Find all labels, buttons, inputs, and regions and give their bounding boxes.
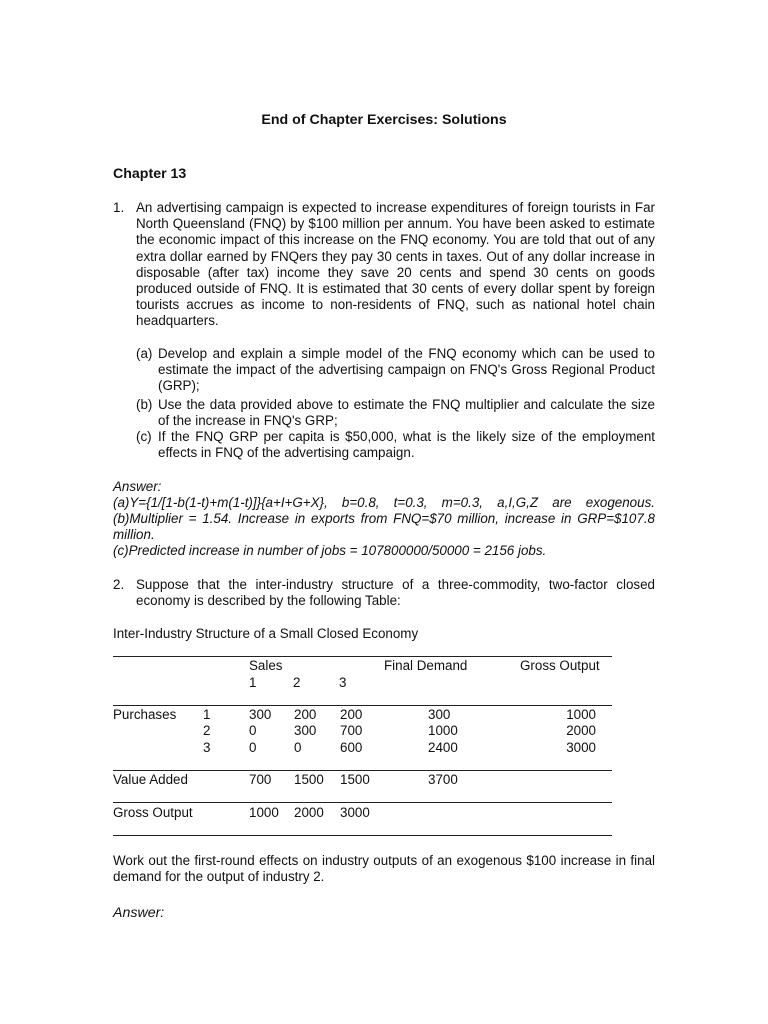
table-cell: 200: [294, 707, 317, 722]
value-added-label: Value Added: [113, 772, 188, 787]
table-cell: 0: [249, 740, 257, 755]
question-2-number: 2.: [113, 577, 125, 592]
final-demand-cell: 1000: [428, 723, 458, 738]
answer-2-label: Answer:: [113, 905, 165, 921]
row-index: 2: [203, 723, 211, 738]
row-index: 1: [203, 707, 211, 722]
question-1-number: 1.: [113, 200, 125, 215]
final-demand-cell: 2400: [428, 740, 458, 755]
question-1c-text: If the FNQ GRP per capita is $50,000, what is the likely size of the employment effects in FNQ of the advertising campaign.: [158, 429, 655, 461]
question-1c-label: (c): [136, 429, 152, 444]
table-rule-value-added: [113, 802, 612, 803]
question-2-text: Suppose that the inter-industry structure of a three-commodity, two-factor closed economy is described by the following Table:: [136, 577, 655, 609]
sales-col-1: 1: [249, 675, 257, 690]
row-index: 3: [203, 740, 211, 755]
table-cell: 1000: [249, 805, 279, 820]
table-cell: 700: [340, 723, 363, 738]
table-rule-top: [113, 656, 612, 657]
gross-output-cell: 3000: [566, 740, 596, 755]
table-title: Inter-Industry Structure of a Small Closed Economy: [113, 626, 419, 641]
table-rule-bottom: [113, 835, 612, 836]
question-1b-label: (b): [136, 397, 153, 412]
question-2-task: Work out the first-round effects on industry outputs of an exogenous $100 increase in final demand for the output of industry 2.: [113, 853, 655, 885]
table-cell: 600: [340, 740, 363, 755]
table-rule-purchases: [113, 770, 612, 771]
question-1a-label: (a): [136, 346, 153, 361]
sales-col-2: 2: [293, 675, 301, 690]
table-cell: 1500: [294, 772, 324, 787]
question-1-text: An advertising campaign is expected to increase expenditures of foreign tourists in Far North Queensland (FNQ) by $100 million per annum. You have been asked to estimate the economic impact of this increase on the FNQ economy. You are told that out of any extra dollar earned by FNQers they pay 30 cents in taxes. Out of any dollar increase in disposable (after tax) income they save 20 cents and spend 30 cents on goods produced outside of FNQ. It is estimated that 30 cents of every dollar spent by foreign tourists accrues as income to non-residents of FNQ, such as national hotel chain headquarters.: [136, 200, 655, 329]
chapter-heading: Chapter 13: [113, 166, 187, 182]
question-1b-text: Use the data provided above to estimate the FNQ multiplier and calculate the size of the increase in FNQ's GRP;: [158, 397, 655, 429]
gross-output-cell: 1000: [566, 707, 596, 722]
table-cell: 3000: [340, 805, 370, 820]
gross-output-row-label: Gross Output: [113, 805, 193, 820]
table-cell: 200: [340, 707, 363, 722]
table-cell: 0: [249, 723, 257, 738]
answer-1a: (a)Y={1/[1-b(1-t)+m(1-t)]}{a+I+G+X}, b=0.8, t=0.3, m=0.3, a,I,G,Z are exogenous.: [113, 495, 655, 510]
answer-1c: (c)Predicted increase in number of jobs = 107800000/50000 = 2156 jobs.: [113, 543, 547, 558]
table-cell: 1500: [340, 772, 370, 787]
gross-output-cell: 2000: [566, 723, 596, 738]
table-cell: 0: [294, 740, 302, 755]
question-1a-text: Develop and explain a simple model of the FNQ economy which can be used to estimate the impact of the advertising campaign on FNQ's Gross Regional Product (GRP);: [158, 346, 655, 394]
answer-1b: (b)Multiplier = 1.54. Increase in exports from FNQ=$70 million, increase in GRP=$107.8 million.: [113, 511, 655, 543]
table-cell: 300: [294, 723, 317, 738]
final-demand-header: Final Demand: [384, 658, 468, 673]
answer-1-label: Answer:: [113, 479, 162, 494]
table-rule-header: [113, 705, 612, 706]
page-title: End of Chapter Exercises: Solutions: [261, 112, 507, 128]
final-demand-cell: 3700: [428, 772, 458, 787]
purchases-label: Purchases: [113, 707, 177, 722]
table-cell: 2000: [294, 805, 324, 820]
gross-output-header: Gross Output: [520, 658, 600, 673]
table-cell: 300: [249, 707, 272, 722]
table-cell: 700: [249, 772, 272, 787]
sales-col-3: 3: [339, 675, 347, 690]
sales-header: Sales: [249, 658, 283, 673]
final-demand-cell: 300: [428, 707, 451, 722]
